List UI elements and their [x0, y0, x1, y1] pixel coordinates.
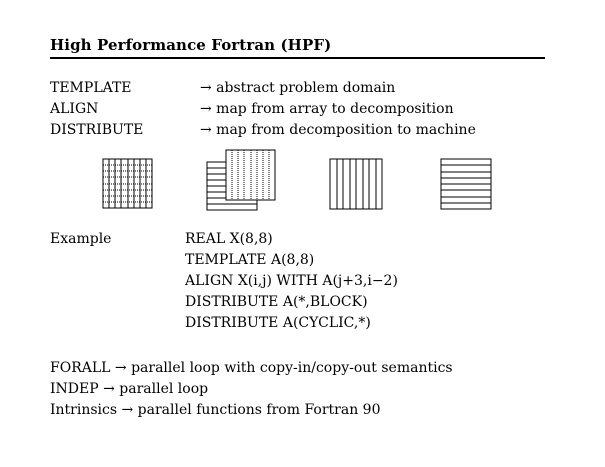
code-line: ALIGN X(i,j) WITH A(j+3,i−2) [185, 273, 398, 289]
example-label: Example [50, 231, 112, 247]
block-columns-diagram [330, 159, 382, 209]
construct-line: FORALL → parallel loop with copy-in/copy-out semantics [50, 360, 453, 376]
definition-key: DISTRIBUTE [50, 122, 144, 138]
definition-key: TEMPLATE [50, 80, 132, 96]
definition-value: → abstract problem domain [200, 80, 396, 96]
code-line: DISTRIBUTE A(*,BLOCK) [185, 294, 368, 310]
construct-line: Intrinsics → parallel functions from Fortran 90 [50, 402, 381, 418]
code-line: DISTRIBUTE A(CYCLIC,*) [185, 315, 371, 331]
code-line: TEMPLATE A(8,8) [185, 252, 315, 268]
page-title: High Performance Fortran (HPF) [50, 36, 332, 54]
align-overlay-diagram [207, 150, 275, 210]
code-line: REAL X(8,8) [185, 231, 273, 247]
definition-value: → map from decomposition to machine [200, 122, 476, 138]
cyclic-rows-diagram [441, 159, 491, 209]
template-grid-diagram [103, 159, 152, 208]
construct-line: INDEP → parallel loop [50, 381, 209, 397]
definition-key: ALIGN [50, 101, 99, 117]
definition-value: → map from array to decomposition [200, 101, 454, 117]
